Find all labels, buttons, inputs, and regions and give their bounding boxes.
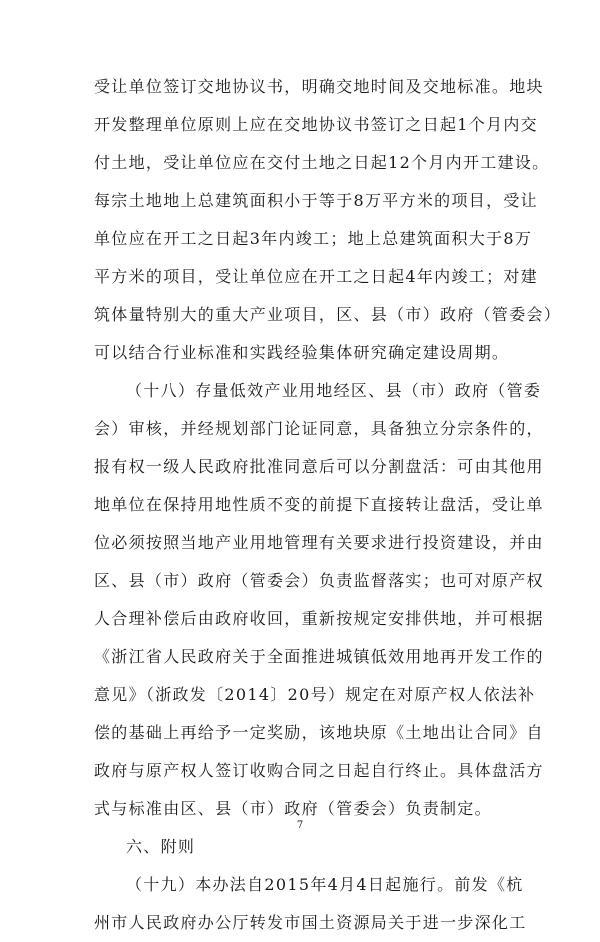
text-line: 报有权一级人民政府批准同意后可以分割盘活：可由其他用 bbox=[94, 457, 544, 476]
text-line: 地单位在保持用地性质不变的前提下直接转让盘活，受让单 bbox=[94, 495, 544, 514]
text-line: 《浙江省人民政府关于全面推进城镇低效用地再开发工作的 bbox=[94, 647, 544, 666]
text-line: （十九）本办法自2015年4月4日起施行。前发《杭 bbox=[126, 875, 524, 894]
text-line: 偿的基础上再给予一定奖励，该地块原《土地出让合同》自 bbox=[94, 723, 544, 742]
text-line: 受让单位签订交地协议书，明确交地时间及交地标准。地块 bbox=[94, 77, 544, 96]
text-line: 人合理补偿后由政府收回，重新按规定安排供地，并可根据 bbox=[94, 609, 544, 628]
text-line: 每宗土地地上总建筑面积小于等于8万平方米的项目，受让 bbox=[94, 191, 538, 210]
text-line: 式与标准由区、县（市）政府（管委会）负责制定。 bbox=[94, 799, 492, 818]
text-line: 付土地，受让单位应在交付土地之日起12个月内开工建设。 bbox=[94, 153, 550, 172]
text-line: 开发整理单位原则上应在交地协议书签订之日起1个月内交 bbox=[94, 115, 538, 134]
text-line: 单位应在开工之日起3年内竣工；地上总建筑面积大于8万 bbox=[94, 229, 533, 248]
text-line: 意见》（浙政发〔2014〕20号）规定在对原产权人依法补 bbox=[94, 685, 536, 704]
text-line: 六、附则 bbox=[126, 837, 196, 856]
text-line: 政府与原产权人签订收购合同之日起自行终止。具体盘活方 bbox=[94, 761, 544, 780]
text-line: 筑体量特别大的重大产业项目，区、县（市）政府（管委会） bbox=[94, 305, 562, 324]
text-line: 平方米的项目，受让单位应在开工之日起4年内竣工；对建 bbox=[94, 267, 538, 286]
text-line: 可以结合行业标准和实践经验集体研究确定建设周期。 bbox=[94, 343, 510, 362]
page-number: 7 bbox=[296, 820, 304, 831]
text-line: （十八）存量低效产业用地经区、县（市）政府（管委 bbox=[126, 381, 542, 400]
body-text bbox=[94, 68, 562, 942]
text-line: 区、县（市）政府（管委会）负责监督落实；也可对原产权 bbox=[94, 571, 544, 590]
text-line: 位必须按照当地产业用地管理有关要求进行投资建设，并由 bbox=[94, 533, 544, 552]
text-line: 会）审核，并经规划部门论证同意，具备独立分宗条件的， bbox=[94, 419, 544, 438]
text-line: 州市人民政府办公厅转发市国土资源局关于进一步深化工 bbox=[94, 913, 527, 932]
